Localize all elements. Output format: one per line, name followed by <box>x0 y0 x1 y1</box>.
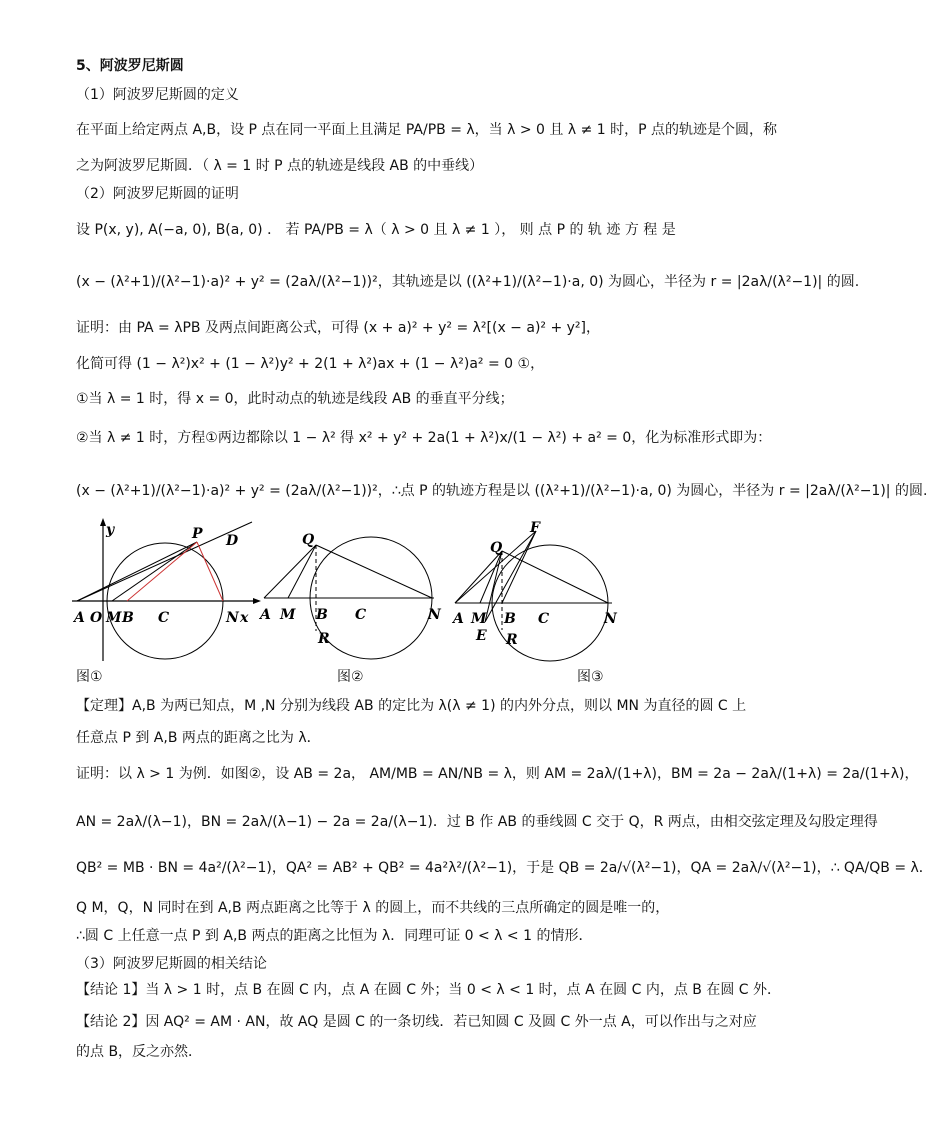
fig3-label: F <box>530 520 540 536</box>
fig1-label: A <box>74 610 85 626</box>
fig3-label: E <box>476 628 487 644</box>
proof-intro-line-2: (x − (λ²+1)/(λ²−1)·a)² + y² = (2aλ/(λ²−1))²，其轨迹是以 ((λ²+1)/(λ²−1)·a, 0) 为圆心，半径为 r = |2aλ/(λ²−1)| 的圆. <box>76 274 860 290</box>
subheading-definition: （1）阿波罗尼斯圆的定义 <box>76 87 239 103</box>
fig3-label: A <box>453 611 464 627</box>
theorem-proof-line-3: QB² = MB · BN = 4a²/(λ²−1)，QA² = AB² + QB² = 4a²λ²/(λ²−1)，于是 QB = 2a/√(λ²−1)，QA = 2aλ/√(λ²−1)，∴ QA/QB = λ． <box>76 860 933 876</box>
fig2-label: R <box>318 631 330 647</box>
fig3-label: C <box>538 611 550 627</box>
proof-line-4: ②当 λ ≠ 1 时，方程①两边都除以 1 − λ² 得 x² + y² + 2a(1 + λ²)x/(1 − λ²) + a² = 0，化为标准形式即为： <box>76 430 772 446</box>
fig1-label: O <box>90 610 103 626</box>
proof-line-1: 证明：由 PA = λPB 及两点间距离公式，可得 (x + a)² + y² = λ²[(x − a)² + y²]， <box>76 320 601 336</box>
subheading-conclusions: （3）阿波罗尼斯圆的相关结论 <box>76 956 267 972</box>
figure-3-caption: 图③ <box>577 669 604 685</box>
fig1-label: N <box>226 610 239 626</box>
fig3-label: Q <box>490 540 503 556</box>
theorem-proof-line-1: 证明：以 λ > 1 为例．如图②，设 AB = 2a， AM/MB = AN/NB = λ，则 AM = 2aλ/(1+λ)，BM = 2a − 2aλ/(1+λ) = 2a/(1+λ)， <box>76 766 919 782</box>
fig1-label: B <box>122 610 134 626</box>
fig1-label: y <box>106 522 115 538</box>
theorem-proof-line-5: ∴圆 C 上任意一点 P 到 A,B 两点的距离之比恒为 λ．同理可证 0 < λ < 1 的情形． <box>76 928 593 944</box>
fig1-label: D <box>226 533 239 549</box>
theorem-proof-line-4: Q M，Q，N 同时在到 A,B 两点距离之比等于 λ 的圆上，而不共线的三点所确定的圆是唯一的， <box>76 900 670 916</box>
conclusion-2-line-2: 的点 B，反之亦然． <box>76 1044 203 1060</box>
proof-line-5: (x − (λ²+1)/(λ²−1)·a)² + y² = (2aλ/(λ²−1))²，∴点 P 的轨迹方程是以 ((λ²+1)/(λ²−1)·a, 0) 为圆心，半径为 r = |2aλ/(λ²−1)| 的圆. <box>76 483 928 499</box>
fig1-label: P <box>192 526 203 542</box>
figure-1-caption: 图① <box>76 669 103 685</box>
figure-2-diagram <box>258 518 448 663</box>
fig2-label: B <box>316 607 328 623</box>
figure-3-diagram <box>452 518 627 663</box>
fig2-label: M <box>280 607 296 623</box>
fig1-label: M <box>106 610 122 626</box>
theorem-proof-line-2: AN = 2aλ/(λ−1)，BN = 2aλ/(λ−1) − 2a = 2a/(λ−1)．过 B 作 AB 的垂线圆 C 交于 Q，R 两点，由相交弦定理及勾股定理得 <box>76 814 878 830</box>
proof-line-3: ①当 λ = 1 时，得 x = 0，此时动点的轨迹是线段 AB 的垂直平分线； <box>76 391 514 407</box>
theorem-line-2: 任意点 P 到 A,B 两点的距离之比为 λ． <box>76 730 321 746</box>
theorem-line-1: 【定理】A,B 为两已知点，M ,N 分别为线段 AB 的定比为 λ(λ ≠ 1) 的内外分点，则以 MN 为直径的圆 C 上 <box>76 698 747 714</box>
proof-line-2: 化简可得 (1 − λ²)x² + (1 − λ²)y² + 2(1 + λ²)ax + (1 − λ²)a² = 0 ①， <box>76 356 545 372</box>
fig3-label: M <box>471 611 487 627</box>
proof-intro-line-1: 设 P(x, y), A(−a, 0), B(a, 0) ． 若 PA/PB = λ（ λ > 0 且 λ ≠ 1 ）， 则 点 P 的 轨 迹 方 程 是 <box>76 222 676 238</box>
fig2-label: Q <box>302 532 315 548</box>
section-title: 5、阿波罗尼斯圆 <box>76 58 184 74</box>
fig2-label: A <box>260 607 271 623</box>
definition-line-1: 在平面上给定两点 A,B，设 P 点在同一平面上且满足 PA/PB = λ，当 λ > 0 且 λ ≠ 1 时，P 点的轨迹是个圆，称 <box>76 122 778 138</box>
definition-line-2: 之为阿波罗尼斯圆．（ λ = 1 时 P 点的轨迹是线段 AB 的中垂线） <box>76 158 484 174</box>
subheading-proof: （2）阿波罗尼斯圆的证明 <box>76 186 239 202</box>
fig3-label: B <box>504 611 516 627</box>
fig1-label: C <box>158 610 170 626</box>
fig2-label: C <box>355 607 367 623</box>
fig3-label: R <box>506 632 518 648</box>
conclusion-2-line-1: 【结论 2】因 AQ² = AM · AN，故 AQ 是圆 C 的一条切线．若已知圆 C 及圆 C 外一点 A，可以作出与之对应 <box>76 1014 757 1030</box>
fig3-label: N <box>604 611 617 627</box>
conclusion-1: 【结论 1】当 λ > 1 时，点 B 在圆 C 内，点 A 在圆 C 外；当 0 < λ < 1 时，点 A 在圆 C 内，点 B 在圆 C 外． <box>76 982 782 998</box>
figure-1-diagram <box>72 518 262 663</box>
fig1-label: x <box>240 610 249 626</box>
figure-2-caption: 图② <box>337 669 364 685</box>
fig2-label: N <box>428 607 441 623</box>
